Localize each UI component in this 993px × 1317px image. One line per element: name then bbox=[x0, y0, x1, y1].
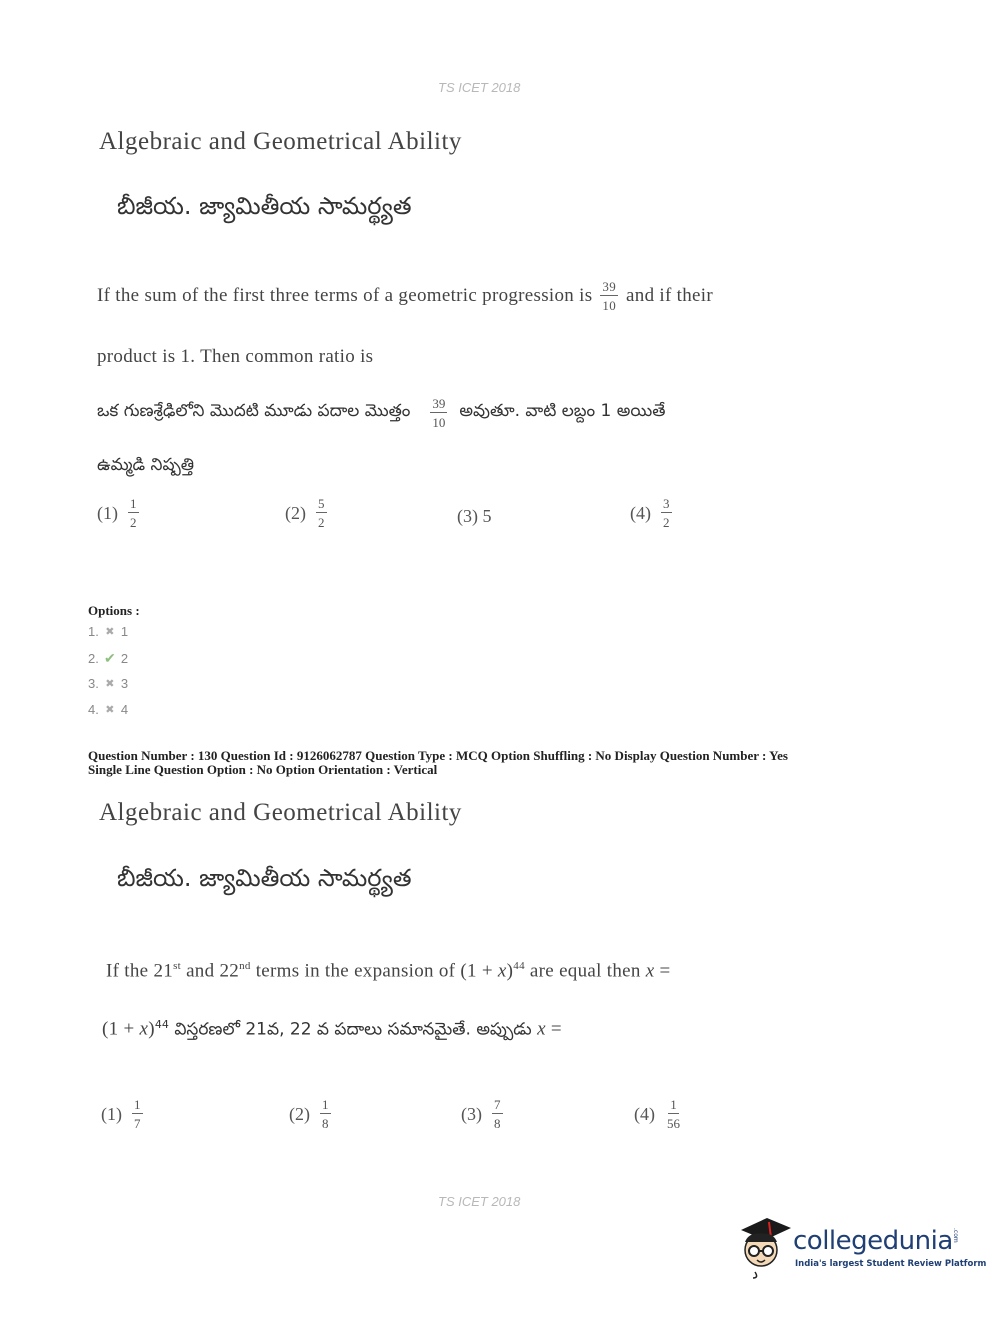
option-row-3 bbox=[88, 676, 128, 691]
q2-choice-1 bbox=[101, 1098, 147, 1130]
fraction-denominator: 56 bbox=[667, 1116, 680, 1131]
section-title: Algebraic and Geometrical Ability bbox=[99, 799, 462, 826]
variable-x: x bbox=[139, 1018, 149, 1040]
collegedunia-logo bbox=[735, 1212, 987, 1282]
fraction-denominator: 2 bbox=[663, 515, 670, 530]
q2-text: = bbox=[654, 960, 671, 982]
logo-tagline: India's largest Student Review Platform bbox=[795, 1259, 987, 1269]
choice-label: (2) bbox=[289, 1103, 310, 1124]
q2-telugu-text: = bbox=[545, 1018, 562, 1040]
q1-telugu-part-b: అవుతూ. వాటి లబ్దం 1 అయితే bbox=[459, 401, 666, 421]
check-icon: ✔ bbox=[103, 650, 116, 666]
question-1-text-line1 bbox=[97, 280, 713, 312]
option-index: 3. bbox=[88, 676, 99, 691]
fraction-numerator: 7 bbox=[494, 1097, 501, 1112]
choice-label: (4) bbox=[630, 502, 651, 523]
option-index: 2. bbox=[88, 651, 99, 666]
fraction-denominator: 8 bbox=[494, 1116, 501, 1131]
option-row-1 bbox=[88, 624, 128, 639]
section-title-telugu: బీజీయ. జ్యామితీయ సామర్థ్యత bbox=[117, 864, 412, 892]
fraction-numerator: 1 bbox=[130, 496, 137, 511]
section-title: Algebraic and Geometrical Ability bbox=[99, 128, 462, 155]
fraction-numerator: 1 bbox=[322, 1097, 329, 1112]
q1-telugu-part-a: ఒక గుణశ్రేఢిలోని మొదటి మూడు పదాల మొత్తం bbox=[97, 401, 411, 421]
question-1-telugu-line1 bbox=[97, 397, 665, 429]
option-value: 2 bbox=[120, 651, 129, 666]
q1-choice-2 bbox=[285, 497, 331, 529]
fraction-denominator: 2 bbox=[130, 515, 137, 530]
q1-text-part-b: and if their bbox=[626, 285, 713, 306]
section-title-telugu: బీజీయ. జ్యామితీయ సామర్థ్యత bbox=[117, 192, 412, 220]
header-watermark: TS ICET 2018 bbox=[438, 80, 521, 95]
choice-label: (2) bbox=[285, 502, 306, 523]
q1-telugu-fraction bbox=[430, 397, 447, 429]
q1-choice-1 bbox=[97, 497, 143, 529]
options-heading: Options : bbox=[88, 603, 140, 618]
fraction-denominator: 2 bbox=[318, 515, 325, 530]
fraction-numerator: 39 bbox=[602, 279, 617, 294]
question-meta-line2: Single Line Question Option : No Option Orientation : Vertical bbox=[88, 762, 438, 777]
q1-text-part-a: If the sum of the first three terms of a geometric progression is bbox=[97, 285, 593, 306]
q2-text: are equal then bbox=[524, 960, 646, 982]
logo-suffix: .com bbox=[952, 1228, 959, 1243]
q2-choice-4 bbox=[634, 1098, 686, 1130]
option-index: 1. bbox=[88, 624, 99, 639]
logo-wordmark: collegedunia bbox=[793, 1226, 953, 1256]
cross-icon: ✖ bbox=[105, 678, 115, 690]
footer-watermark: TS ICET 2018 bbox=[438, 1194, 521, 1209]
choice-label: (1) bbox=[101, 1103, 122, 1124]
q2-telugu-text: ) bbox=[148, 1018, 155, 1040]
choice-label: (4) bbox=[634, 1103, 655, 1124]
fraction-numerator: 3 bbox=[663, 496, 670, 511]
fraction-numerator: 1 bbox=[670, 1097, 677, 1112]
choice-label: (3) bbox=[461, 1103, 482, 1124]
option-row-4 bbox=[88, 702, 128, 717]
fraction-numerator: 1 bbox=[134, 1097, 141, 1112]
q1-choice-3 bbox=[457, 506, 498, 527]
question-meta-line1: Question Number : 130 Question Id : 9126062787 Question Type : MCQ Option Shuffling : No Display Question Number : Yes bbox=[88, 748, 788, 763]
question-2-text bbox=[106, 960, 671, 982]
q2-text: terms in the expansion of (1 + bbox=[250, 960, 498, 982]
question-1-text-line2: product is 1. Then common ratio is bbox=[97, 346, 374, 367]
option-value: 3 bbox=[120, 676, 129, 691]
fraction-numerator: 39 bbox=[432, 396, 446, 411]
q2-text: If the 21 bbox=[106, 960, 174, 982]
variable-x: x bbox=[645, 960, 655, 982]
q2-telugu-text: విస్తరణలో 21వ, 22 వ పదాలు సమానమైతే. అప్పుడు bbox=[168, 1019, 538, 1040]
cross-icon: ✖ bbox=[105, 626, 115, 638]
fraction-numerator: 5 bbox=[318, 496, 325, 511]
fraction-denominator: 7 bbox=[134, 1116, 141, 1131]
fraction-denominator: 10 bbox=[432, 415, 446, 430]
q2-telugu-text: (1 + bbox=[102, 1018, 140, 1040]
question-2-telugu bbox=[102, 1018, 562, 1044]
cross-icon: ✖ bbox=[105, 704, 115, 716]
q2-text: ) bbox=[506, 960, 514, 982]
ordinal-suffix: nd bbox=[239, 960, 251, 972]
exponent: 44 bbox=[154, 1018, 169, 1031]
q2-text: and 22 bbox=[181, 960, 240, 982]
fraction-denominator: 10 bbox=[602, 298, 617, 313]
ordinal-suffix: st bbox=[173, 960, 182, 972]
option-value: 4 bbox=[120, 702, 129, 717]
q1-choice-4 bbox=[630, 497, 676, 529]
exponent: 44 bbox=[513, 960, 525, 972]
option-row-2 bbox=[88, 650, 128, 667]
q2-choice-2 bbox=[289, 1098, 335, 1130]
fraction-denominator: 8 bbox=[322, 1116, 329, 1131]
q1-fraction bbox=[600, 280, 618, 312]
option-index: 4. bbox=[88, 702, 99, 717]
variable-x: x bbox=[537, 1018, 546, 1040]
question-1-telugu-line2: ఉమ్మడి నిష్పత్తి bbox=[97, 455, 195, 475]
option-value: 1 bbox=[120, 624, 129, 639]
variable-x: x bbox=[497, 960, 507, 982]
mascot-icon bbox=[735, 1212, 793, 1280]
choice-label: (1) bbox=[97, 502, 118, 523]
q2-choice-3 bbox=[461, 1098, 507, 1130]
choice-label: (3) 5 bbox=[457, 506, 492, 526]
